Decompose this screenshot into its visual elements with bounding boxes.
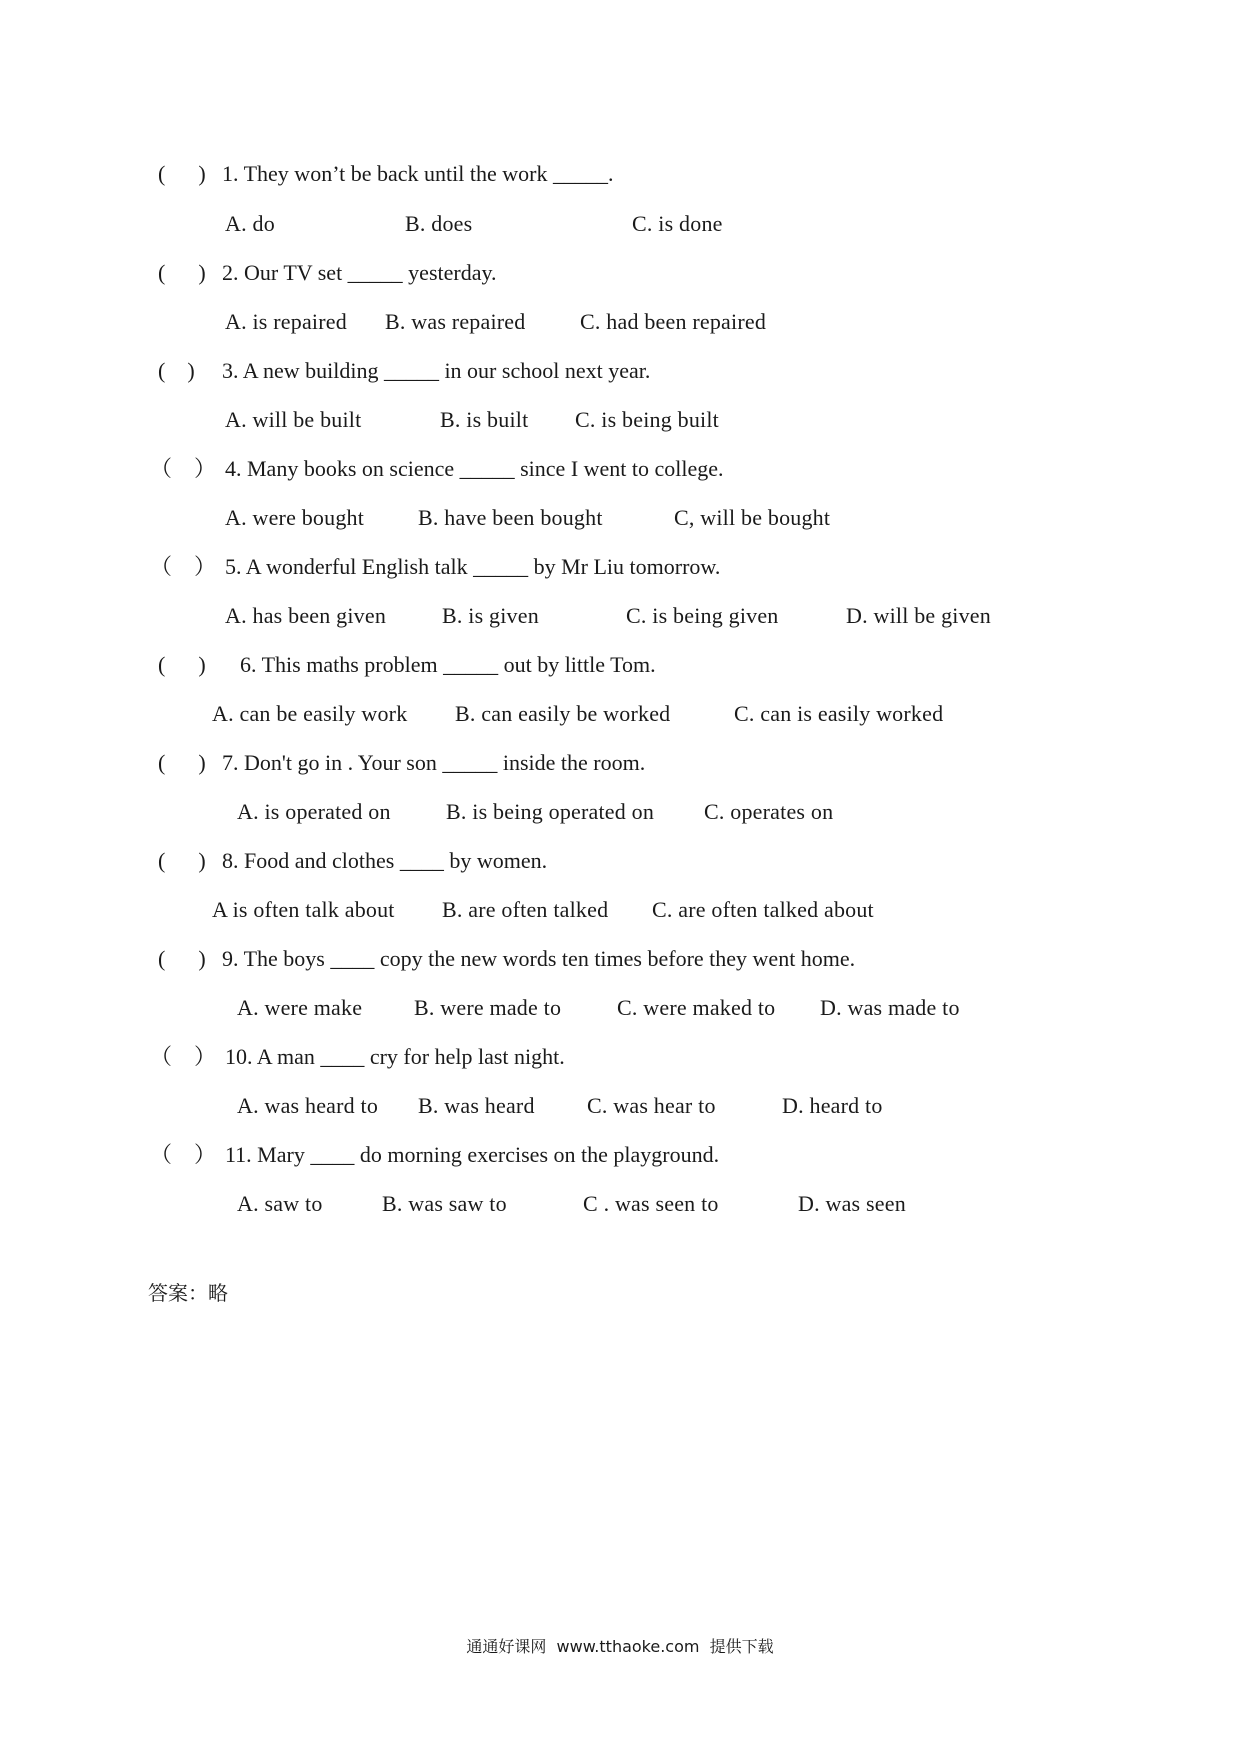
question-6-option-c: C. can is easily worked [734, 701, 944, 726]
question-7-option-c: C. operates on [704, 799, 834, 824]
question-2-option-b: B. was repaired [385, 309, 526, 334]
answer-blank-10: （ ） [150, 1044, 217, 1069]
answer-blank-11: （ ） [150, 1142, 217, 1167]
question-1-option-b: B. does [405, 211, 473, 236]
question-5-option-c: C. is being given [626, 603, 779, 628]
question-5-option-b: B. is given [442, 603, 539, 628]
question-6-stem: 6. This maths problem _____ out by little Tom. [240, 652, 656, 677]
page-footer: 通通好课网 www.tthaoke.com 提供下载 [466, 1637, 774, 1656]
question-11-option-b: B. was saw to [382, 1191, 507, 1216]
question-11-option-a: A. saw to [237, 1191, 323, 1216]
question-3-stem: 3. A new building _____ in our school next year. [222, 358, 651, 383]
answer-blank-6: ( ) [158, 652, 206, 677]
question-4-option-a: A. were bought [225, 505, 365, 530]
question-8-stem: 8. Food and clothes ____ by women. [222, 848, 548, 873]
answer-blank-5: （ ） [150, 554, 217, 579]
question-5-option-d: D. will be given [846, 603, 991, 628]
question-9-option-d: D. was made to [820, 995, 960, 1020]
question-10-option-b: B. was heard [418, 1093, 535, 1118]
answer-note: 答案：略 [148, 1281, 228, 1305]
question-1-stem: 1. They won’t be back until the work _____. [222, 161, 614, 186]
question-7-option-b: B. is being operated on [446, 799, 655, 824]
answer-blank-1: ( ) [158, 161, 206, 186]
question-1-option-a: A. do [225, 211, 275, 236]
question-9-option-b: B. were made to [414, 995, 562, 1020]
question-9-stem: 9. The boys ____ copy the new words ten times before they went home. [222, 946, 856, 971]
question-3-option-a: A. will be built [225, 407, 362, 432]
question-5-option-a: A. has been given [225, 603, 387, 628]
question-2-stem: 2. Our TV set _____ yesterday. [222, 260, 497, 285]
question-4-option-c: C, will be bought [674, 505, 831, 530]
question-3-option-c: C. is being built [575, 407, 719, 432]
question-10-option-a: A. was heard to [237, 1093, 379, 1118]
question-1-option-c: C. is done [632, 211, 723, 236]
question-11-stem: 11. Mary ____ do morning exercises on the playground. [225, 1142, 720, 1167]
answer-blank-8: ( ) [158, 848, 206, 873]
question-2-option-c: C. had been repaired [580, 309, 767, 334]
question-8-option-a: A is often talk about [212, 897, 395, 922]
question-3-option-b: B. is built [440, 407, 529, 432]
answer-blank-2: ( ) [158, 260, 206, 285]
question-4-stem: 4. Many books on science _____ since I went to college. [225, 456, 724, 481]
answer-blank-3: ( ) [158, 358, 195, 383]
question-9-option-c: C. were maked to [617, 995, 776, 1020]
question-5-stem: 5. A wonderful English talk _____ by Mr Liu tomorrow. [225, 554, 721, 579]
question-7-stem: 7. Don't go in . Your son _____ inside the room. [222, 750, 646, 775]
question-8-option-b: B. are often talked [442, 897, 609, 922]
answer-blank-7: ( ) [158, 750, 206, 775]
question-11-option-d: D. was seen [798, 1191, 906, 1216]
question-11-option-c: C . was seen to [583, 1191, 719, 1216]
question-4-option-b: B. have been bought [418, 505, 603, 530]
question-8-option-c: C. are often talked about [652, 897, 874, 922]
question-7-option-a: A. is operated on [237, 799, 391, 824]
question-2-option-a: A. is repaired [225, 309, 347, 334]
answer-blank-9: ( ) [158, 946, 206, 971]
question-6-option-b: B. can easily be worked [455, 701, 671, 726]
question-9-option-a: A. were make [237, 995, 363, 1020]
question-10-option-c: C. was hear to [587, 1093, 716, 1118]
question-10-stem: 10. A man ____ cry for help last night. [225, 1044, 565, 1069]
question-6-option-a: A. can be easily work [212, 701, 408, 726]
answer-blank-4: （ ） [150, 456, 217, 481]
question-10-option-d: D. heard to [782, 1093, 883, 1118]
